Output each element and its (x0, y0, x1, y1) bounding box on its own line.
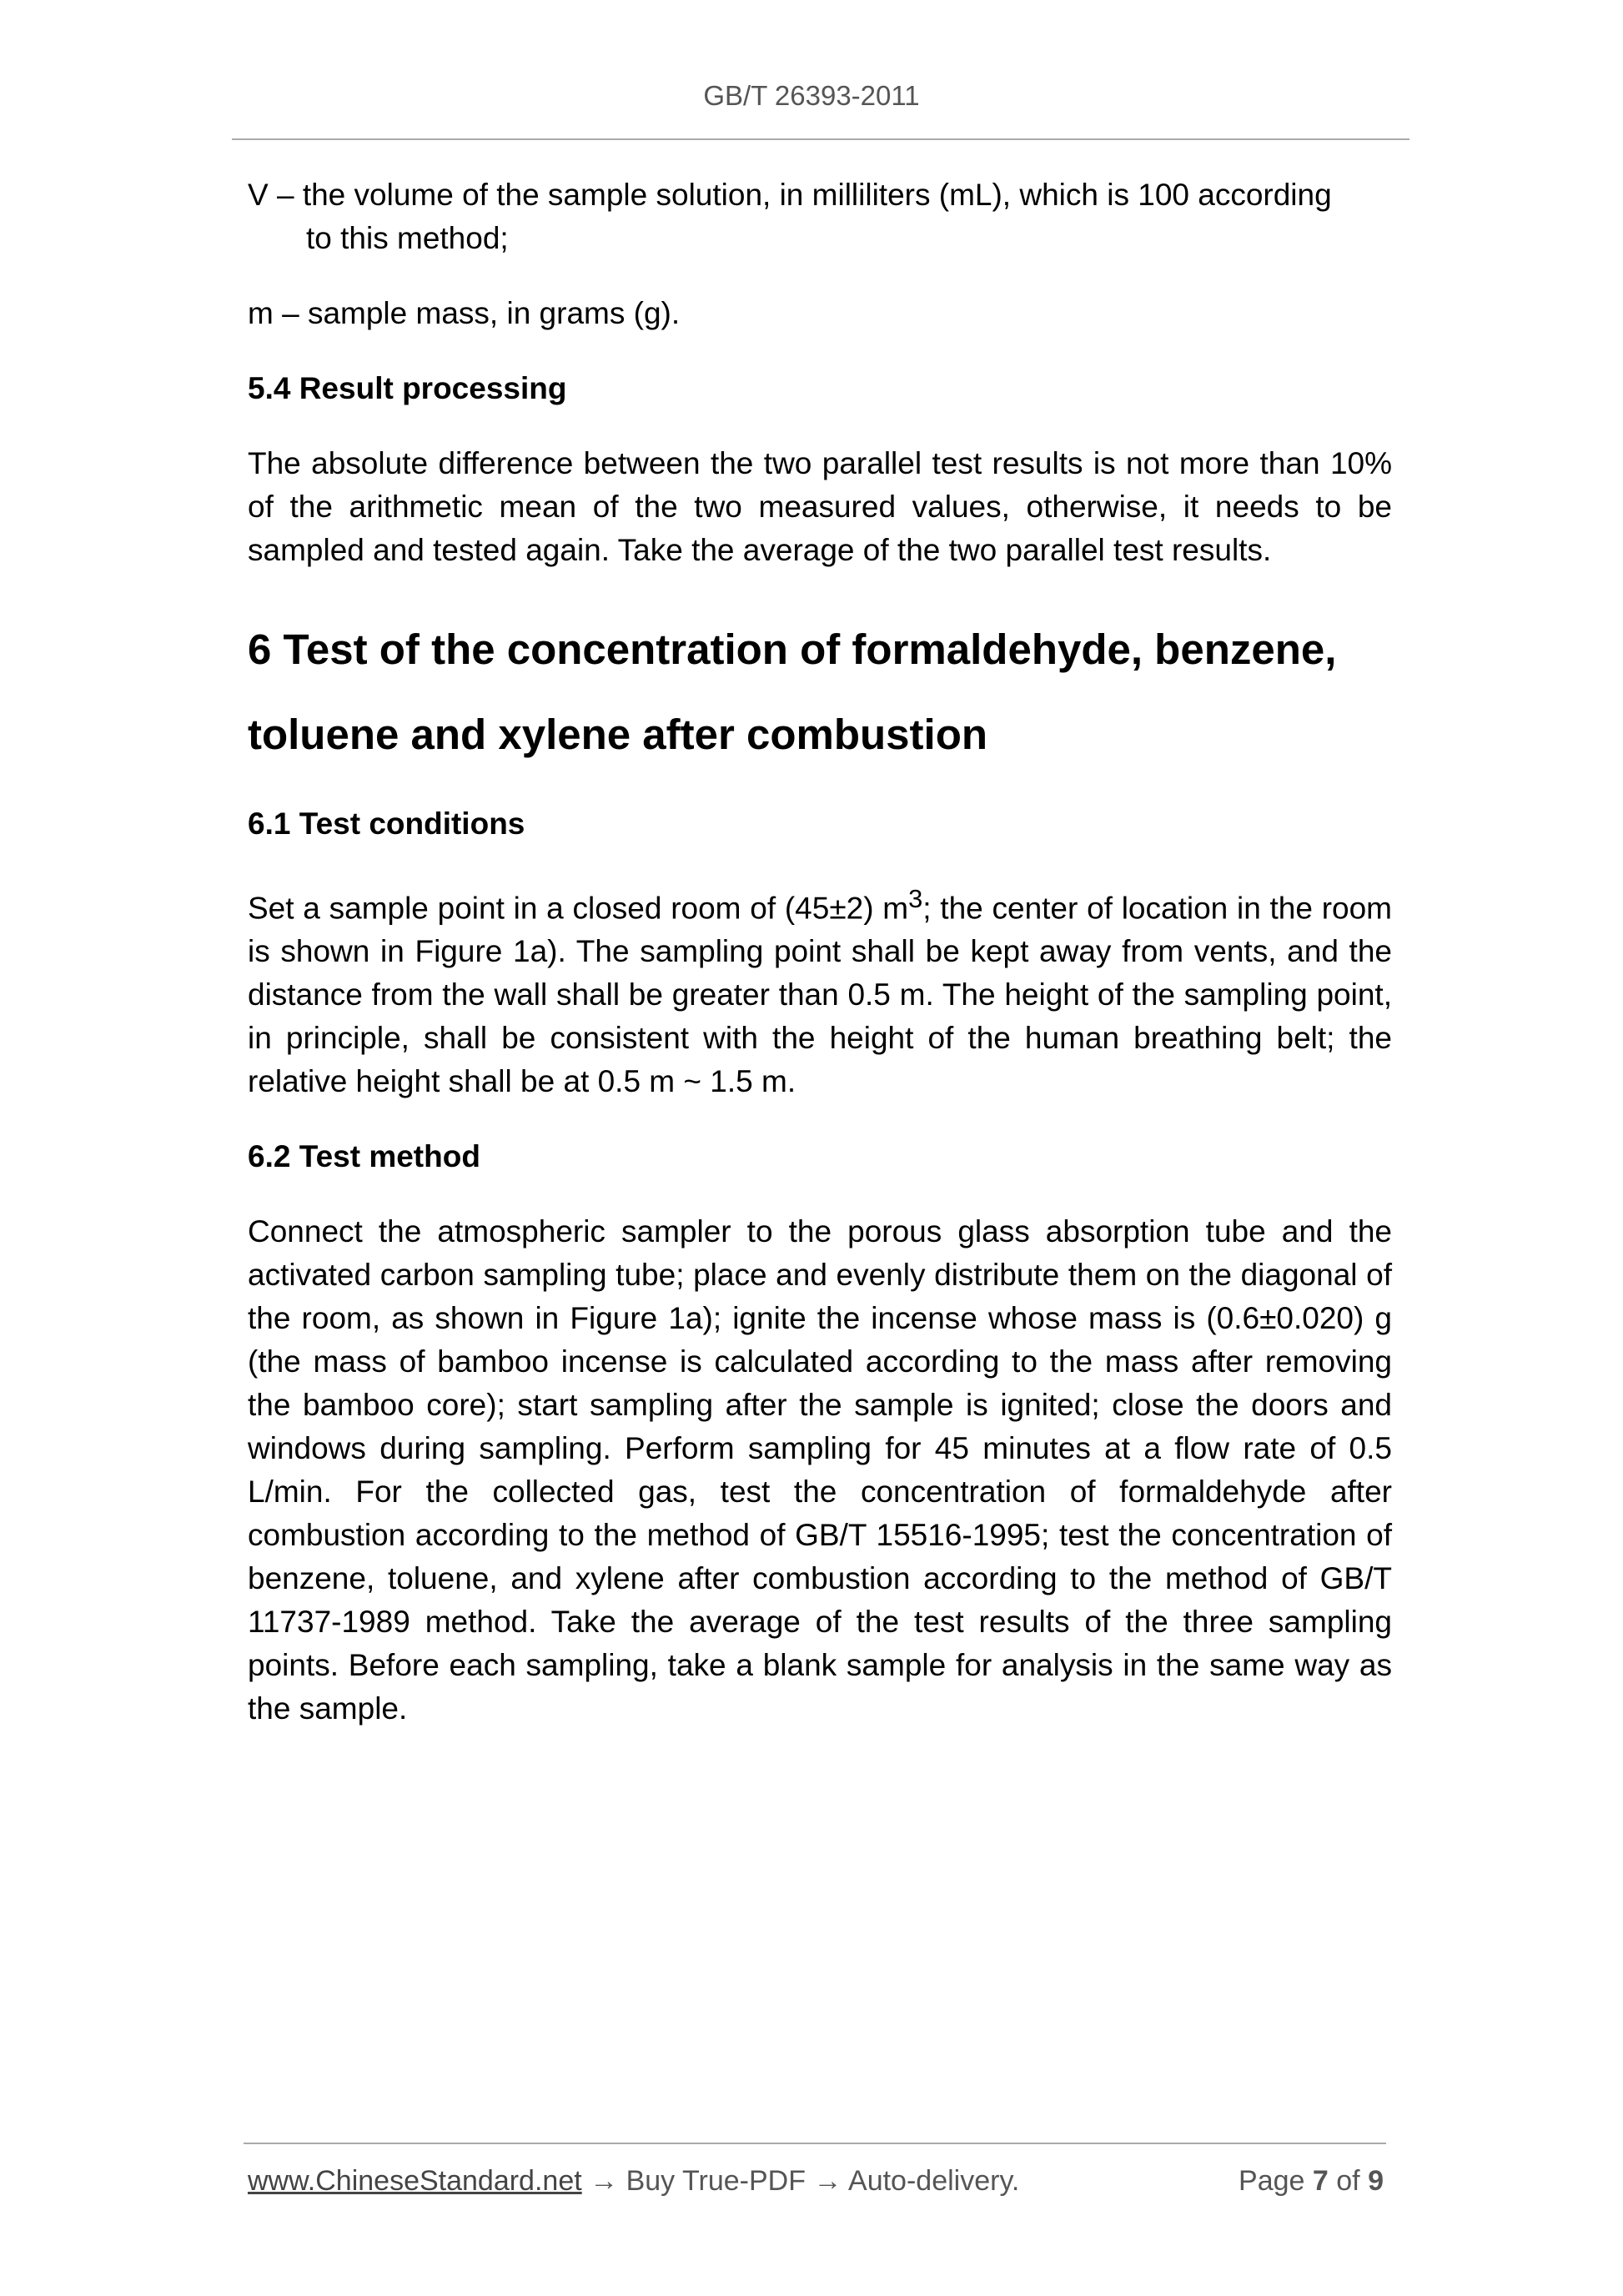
arrow-icon: → (813, 2165, 842, 2197)
section-6-title-line1: 6 Test of the concentration of formaldehyde, benzene, (248, 625, 1337, 673)
section-6-1-text-start: Set a sample point in a closed room of (45±2) m (248, 891, 909, 926)
definition-v-lead: V – the volume of the sample solution, in milliliters (mL), which is 100 according (248, 178, 1332, 212)
section-6-1-text-end: ; the center of location in the room is shown in Figure 1a). The sampling point shall be kept away from vents, and the distance from the wall shall be greater than 0.5 m. The height of the sampling point, in principle, shall be consistent with the height of the human breathing belt; the relative height shall be at 0.5 m ~ 1.5 m. (248, 891, 1393, 1099)
header-divider (232, 138, 1409, 140)
page-of: of (1336, 2165, 1360, 2197)
site-link[interactable]: www.ChineseStandard.net (248, 2165, 582, 2197)
section-5-4-title: 5.4 Result processing (248, 371, 567, 405)
section-6-2-title: 6.2 Test method (248, 1139, 480, 1174)
definition-m: m – sample mass, in grams (g). (248, 296, 681, 330)
footer-divider (244, 2143, 1386, 2144)
section-6-1-text (248, 877, 1392, 1103)
definition-v (248, 173, 1392, 260)
page-indicator (1239, 2160, 1384, 2202)
section-6-title-line2: toluene and xylene after combustion (248, 711, 987, 758)
page-header: GB/T 26393-2011 (703, 80, 920, 111)
buy-text: Buy True-PDF (626, 2165, 806, 2197)
cubic-superscript: 3 (908, 884, 923, 913)
definition-v-continuation: to this method; (306, 221, 509, 255)
page-label: Page (1239, 2165, 1305, 2197)
page-total: 9 (1368, 2165, 1384, 2197)
document-body (248, 173, 1392, 1731)
section-5-4-text: The absolute difference between the two parallel test results is not more than 10% of the arithmetic mean of the two measured values, otherwise, it needs to be sampled and tested again. Take the average of the two parallel test results. (248, 446, 1392, 567)
section-6-2-text: Connect the atmospheric sampler to the porous glass absorption tube and the activated carbon sampling tube; place and evenly distribute them on the diagonal of the room, as shown in Figure 1a); ignite the incense whose mass is (0.6±0.020) g (the mass of bamboo incense is calculated according to the mass after removing the bamboo core); start sampling after the sample is ignited; close the doors and windows during sampling. Perform sampling for 45 minutes at a flow rate of 0.5 L/min. For the collected gas, test the concentration of formaldehyde after combustion according to the method of GB/T 15516-1995; test the concentration of benzene, toluene, and xylene after combustion according to the method of GB/T 11737-1989 method. Take the average of the test results of the three sampling points. Before each sampling, take a blank sample for analysis in the same way as the sample. (248, 1214, 1392, 1726)
arrow-icon: → (590, 2165, 619, 2197)
delivery-text: Auto-delivery. (848, 2165, 1020, 2197)
section-6-1-title: 6.1 Test conditions (248, 806, 525, 841)
page-current: 7 (1312, 2165, 1329, 2197)
section-6-title (248, 607, 1392, 777)
page-footer (248, 2160, 1389, 2202)
